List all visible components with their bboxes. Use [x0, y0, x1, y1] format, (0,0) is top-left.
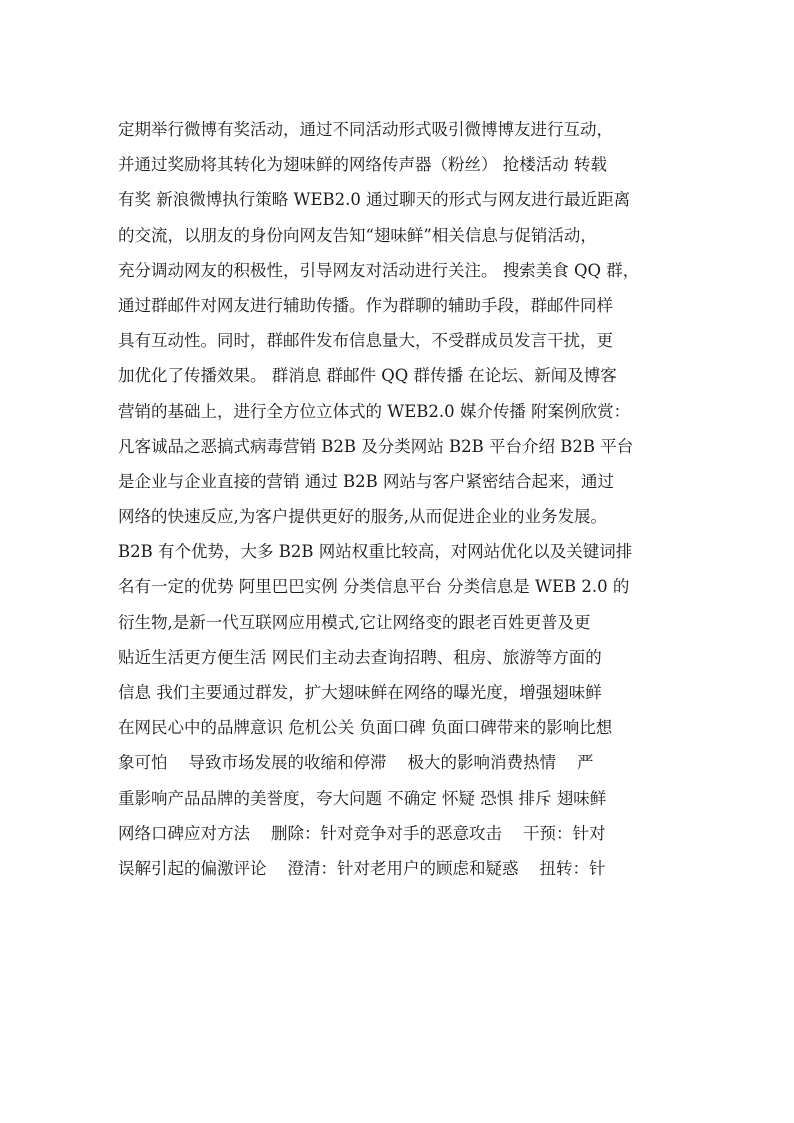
text-line: 网络口碑应对方法 删除：针对竞争对手的恶意攻击 干预：针对 — [118, 823, 606, 843]
text-line: 信息 我们主要通过群发，扩大翅味鲜在网络的曝光度，增强翅味鲜 — [118, 683, 602, 702]
text-line: 重影响产品品牌的美誉度，夸大问题 不确定 怀疑 恐惧 排斥 翅味鲜 — [118, 788, 607, 808]
text-line: 的交流，以朋友的身份向网友告知“翅味鲜”相关信息与促销活动， — [118, 225, 597, 245]
text-line: 衍生物,是新一代互联网应用模式,它让网络变的跟老百姓更普及更 — [118, 612, 591, 632]
text-line: 名有一定的优势 阿里巴巴实例 分类信息平台 分类信息是 WEB 2.0 的 — [118, 577, 630, 597]
text-line: 在网民心中的品牌意识 危机公关 负面口碑 负面口碑带来的影响比想 — [118, 718, 613, 738]
text-line: 加优化了传播效果。 群消息 群邮件 QQ 群传播 在论坛、新闻及博客 — [118, 366, 617, 386]
text-line: B2B 有个优势，大多 B2B 网站权重比较高，对网站优化以及关键词排 — [118, 542, 633, 562]
text-line: 误解引起的偏激评论 澄清：针对老用户的顾虑和疑惑 扭转：针 — [118, 858, 606, 878]
text-line: 定期举行微博有奖活动，通过不同活动形式吸引微博博友进行互动， — [118, 120, 613, 139]
text-line: 通过群邮件对网友进行辅助传播。作为群聊的辅助手段，群邮件同样 — [118, 295, 613, 315]
text-line: 凡客诚品之恶搞式病毒营销 B2B 及分类网站 B2B 平台介绍 B2B 平台 — [118, 436, 634, 456]
text-line: 是企业与企业直接的营销 通过 B2B 网站与客户紧密结合起来，通过 — [118, 471, 614, 491]
body-text — [118, 112, 682, 886]
text-line: 网络的快速反应,为客户提供更好的服务,从而促进企业的业务发展。 — [118, 507, 607, 527]
text-line: 有奖 新浪微博执行策略 WEB2.0 通过聊天的形式与网友进行最近距离 — [118, 190, 631, 210]
text-line: 并通过奖励将其转化为翅味鲜的网络传声器（粉丝） 抢楼活动 转载 — [118, 155, 607, 175]
text-line: 充分调动网友的积极性，引导网友对活动进行关注。 搜索美食 QQ 群， — [118, 260, 640, 280]
text-line: 贴近生活更方便生活 网民们主动去查询招聘、租房、旅游等方面的 — [118, 647, 602, 667]
text-line: 营销的基础上，进行全方位立体式的 WEB2.0 媒介传播 附案例欣赏： — [118, 401, 631, 421]
text-line: 具有互动性。同时，群邮件发布信息量大，不受群成员发言干扰，更 — [118, 331, 613, 351]
text-line: 象可怕 导致市场发展的收缩和停滞 极大的影响消费热情 严 — [118, 753, 594, 773]
